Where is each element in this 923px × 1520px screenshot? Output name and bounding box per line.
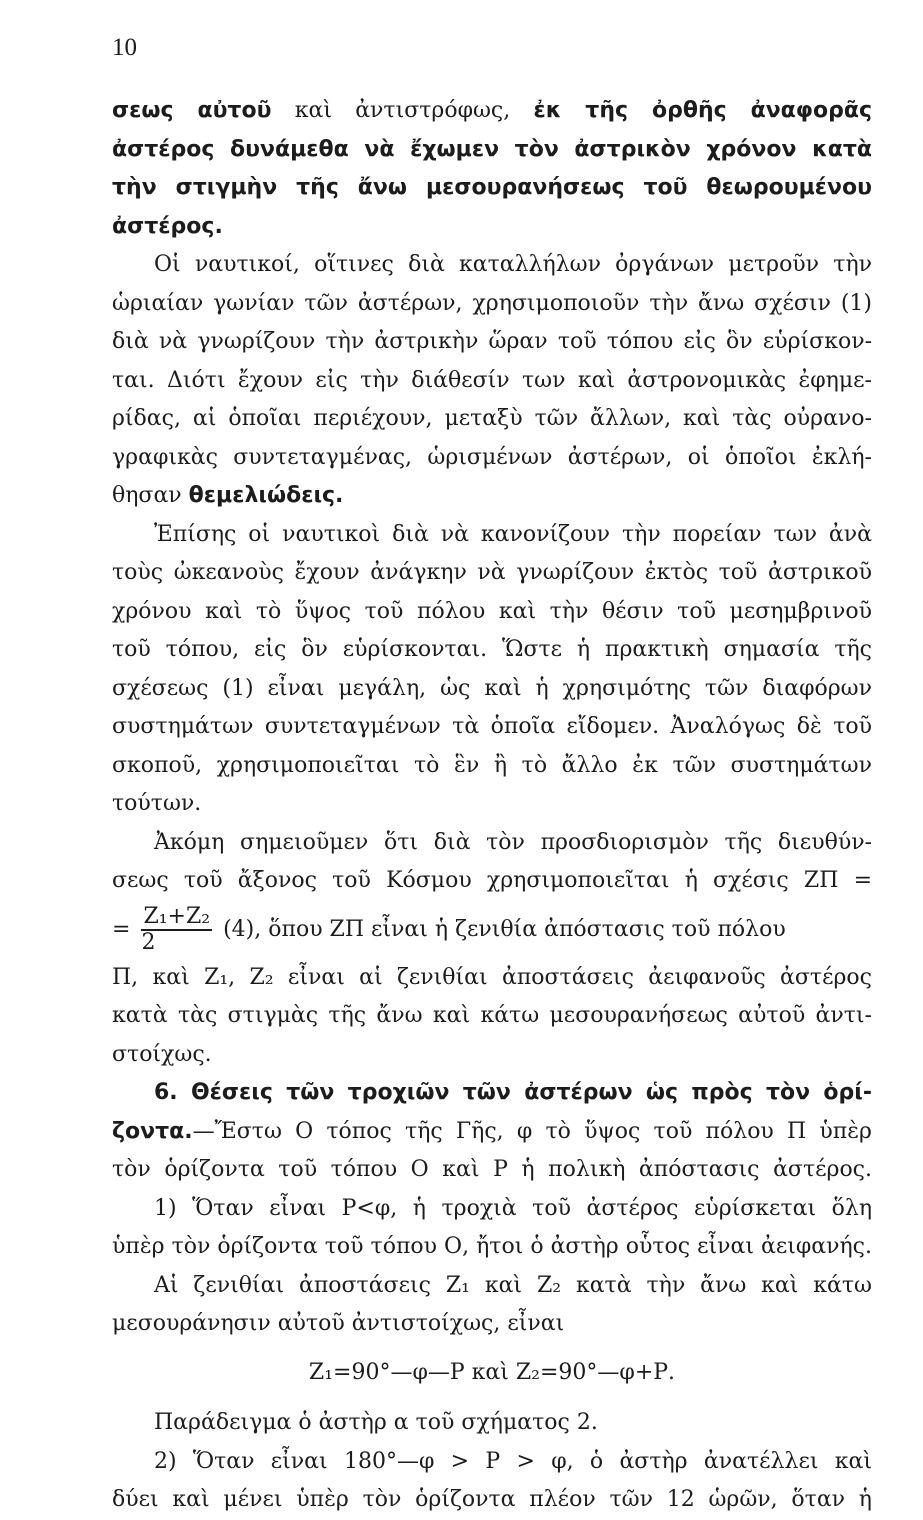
text-line [112,593,872,632]
text-line [112,997,872,1036]
paragraph-group-1 [112,92,872,901]
text-line [112,1481,872,1520]
text-line [112,400,872,439]
bold-text: σεως αὐτοῦ [112,98,272,123]
paragraph-group-2 [112,959,872,1344]
text-run: τούτων. [112,791,202,816]
fraction [141,905,212,955]
text-line [112,1267,872,1306]
text-line [112,323,872,362]
text-run: δύει καὶ μένει ὑπὲρ τὸν ὁρίζοντα πλέον τῶν 12 ὡρῶν, ὅταν ἡ [112,1487,872,1513]
text-run: στοίχως. [112,1041,212,1067]
text-line [112,785,872,824]
text-run: Ἀκόμη σημειοῦμεν ὅτι διὰ τὸν προσδιορισμὸν τῆς διευθύν- [154,829,872,855]
text-line [112,92,872,131]
text-run: σεως τοῦ ἄξονος τοῦ Κόσμου χρησιμοποιεῖται ἡ σχέσις ΖΠ = [112,868,872,893]
bold-text: ζοντα. [112,1118,193,1144]
text-run: μεσουράνησιν αὐτοῦ ἀντιστοίχως, εἶναι [112,1311,565,1337]
text-line [112,1074,872,1113]
formula-4-text: (4), ὅπου ΖΠ εἶναι ἡ ζενιθία ἀπόστασις τοῦ πόλου [223,916,786,942]
text-line [112,708,872,747]
text-run: διὰ νὰ γνωρίζουν τὴν ἀστρικὴν ὥραν τοῦ τόπου εἰς ὃν εὑρίσκον- [112,329,872,354]
text-run: —Ἔστω Ο τόπος τῆς Γῆς, φ τὸ ὕψος τοῦ πόλου Π ὑπὲρ [192,1118,872,1144]
text-line [112,554,872,593]
text-run: τοῦ τόπου, εἰς ὃν εὑρίσκονται. Ὥστε ἡ πρακτικὴ σημασία τῆς [112,637,872,662]
text-line [112,208,872,247]
text-run: καὶ ἀντιστρόφως, [271,98,534,123]
page-number: 10 [112,34,137,61]
text-line [112,439,872,478]
text-line [112,959,872,998]
bold-text: ἀστέρος. [112,213,223,239]
formula-4-line [112,905,872,955]
text-line [112,1190,872,1229]
text-block [112,92,872,1520]
text-run: χρόνου καὶ τὸ ὕψος τοῦ πόλου καὶ τὴν θέσιν τοῦ μεσημβρινοῦ [112,598,872,624]
text-line [112,1443,872,1482]
text-run: γραφικὰς συντεταγμένας, ὡρισμένων ἀστέρων, οἱ ὁποῖοι ἐκλή- [112,444,872,470]
formula-equals: = [112,916,131,942]
text-line [112,285,872,324]
text-line [112,169,872,208]
text-line [112,1305,872,1344]
text-run: τοὺς ὠκεανοὺς ἔχουν ἀνάγκην νὰ γνωρίζουν ἐκτὸς τοῦ ἀστρικοῦ [112,560,872,585]
text-line [112,670,872,709]
bold-text: ἐκ τῆς ὀρθῆς ἀναφορᾶς [533,98,873,123]
text-run: σκοποῦ, χρησιμοποιεῖται τὸ ἓν ἢ τὸ ἄλλο ἐκ τῶν συστημάτων [112,752,872,778]
text-run: 2) Ὅταν εἶναι 180°—φ > Ρ > φ, ὁ ἀστὴρ ἀνατέλλει καὶ [154,1448,872,1474]
text-run: Ἐπίσης οἱ ναυτικοὶ διὰ νὰ κανονίζουν τὴν πορείαν των ἀνὰ [154,521,872,547]
text-run: Αἱ ζενιθίαι ἀποστάσεις Ζ₁ καὶ Ζ₂ κατὰ τὴν ἄνω καὶ κάτω [154,1272,872,1298]
text-run: ρίδας, αἱ ὁποῖαι περιέχουν, μεταξὺ τῶν ἄλλων, καὶ τὰς οὐρανο- [112,406,872,431]
text-line [112,1404,872,1443]
text-line [112,131,872,170]
text-run: ὡριαίαν γωνίαν τῶν ἀστέρων, χρησιμοποιοῦν τὴν ἄνω σχέσιν (1) [112,290,872,316]
bold-text: 6. Θέσεις τῶν τροχιῶν τῶν ἀστέρων ὡς πρὸς τὸν ὁρί- [154,1080,872,1106]
text-run: κατὰ τὰς στιγμὰς τῆς ἄνω καὶ κάτω μεσουρανήσεως αὐτοῦ ἀντι- [112,1003,872,1029]
text-line [112,1036,872,1075]
text-run: ὑπὲρ τὸν ὁρίζοντα τοῦ τόπου Ο, ἤτοι ὁ ἀστὴρ οὗτος εἶναι ἀειφανής. [112,1234,872,1260]
text-run: συστημάτων συντεταγμένων τὰ ὁποῖα εἴδομεν. Ἀναλόγως δὲ τοῦ [112,714,872,739]
text-line [112,246,872,285]
paragraph-group-3 [112,1404,872,1520]
text-line [112,631,872,670]
bold-text: ἀστέρος δυνάμεθα νὰ ἔχωμεν τὸν ἀστρικὸν χρόνον κατὰ [112,136,872,162]
fraction-numerator: Ζ₁+Ζ₂ [141,905,212,931]
text-line [112,477,872,516]
text-line [112,1228,872,1267]
text-line [112,1151,872,1190]
text-run: θησαν [112,483,189,508]
text-line [112,362,872,401]
text-run: ται. Διότι ἔχουν εἰς τὴν διάθεσίν των καὶ ἀστρονομικὰς ἐφημε- [112,367,872,393]
fraction-denominator: 2 [141,929,156,955]
text-run: Παράδειγμα ὁ ἀστὴρ α τοῦ σχήματος 2. [154,1410,598,1436]
text-run: Π, καὶ Ζ₁, Ζ₂ εἶναι αἱ ζενιθίαι ἀποστάσεις ἀειφανοῦς ἀστέρος [112,964,872,990]
text-line [112,862,872,901]
bold-text: τὴν στιγμὴν τῆς ἄνω μεσουρανήσεως τοῦ θεωρουμένου [112,175,872,200]
text-run: σχέσεως (1) εἶναι μεγάλη, ὡς καὶ ἡ χρησιμότης τῶν διαφόρων [112,675,872,701]
centered-formula: Ζ₁=90°—φ—Ρ καὶ Ζ₂=90°—φ+Ρ. [308,1359,676,1385]
bold-text: θεμελιώδεις. [188,483,344,508]
text-line [112,747,872,786]
text-line [112,516,872,555]
text-line [112,1113,872,1152]
text-run: Οἱ ναυτικοί, οἵτινες διὰ καταλλήλων ὀργάνων μετροῦν τὴν [154,252,872,277]
text-run: 1) Ὅταν εἶναι Ρ<φ, ἡ τροχιὰ τοῦ ἀστέρος εὑρίσκεται ὅλη [154,1195,872,1221]
text-line [112,824,872,863]
text-run: τὸν ὁρίζοντα τοῦ τόπου Ο καὶ Ρ ἡ πολικὴ ἀπόστασις ἀστέρος. [112,1157,872,1183]
